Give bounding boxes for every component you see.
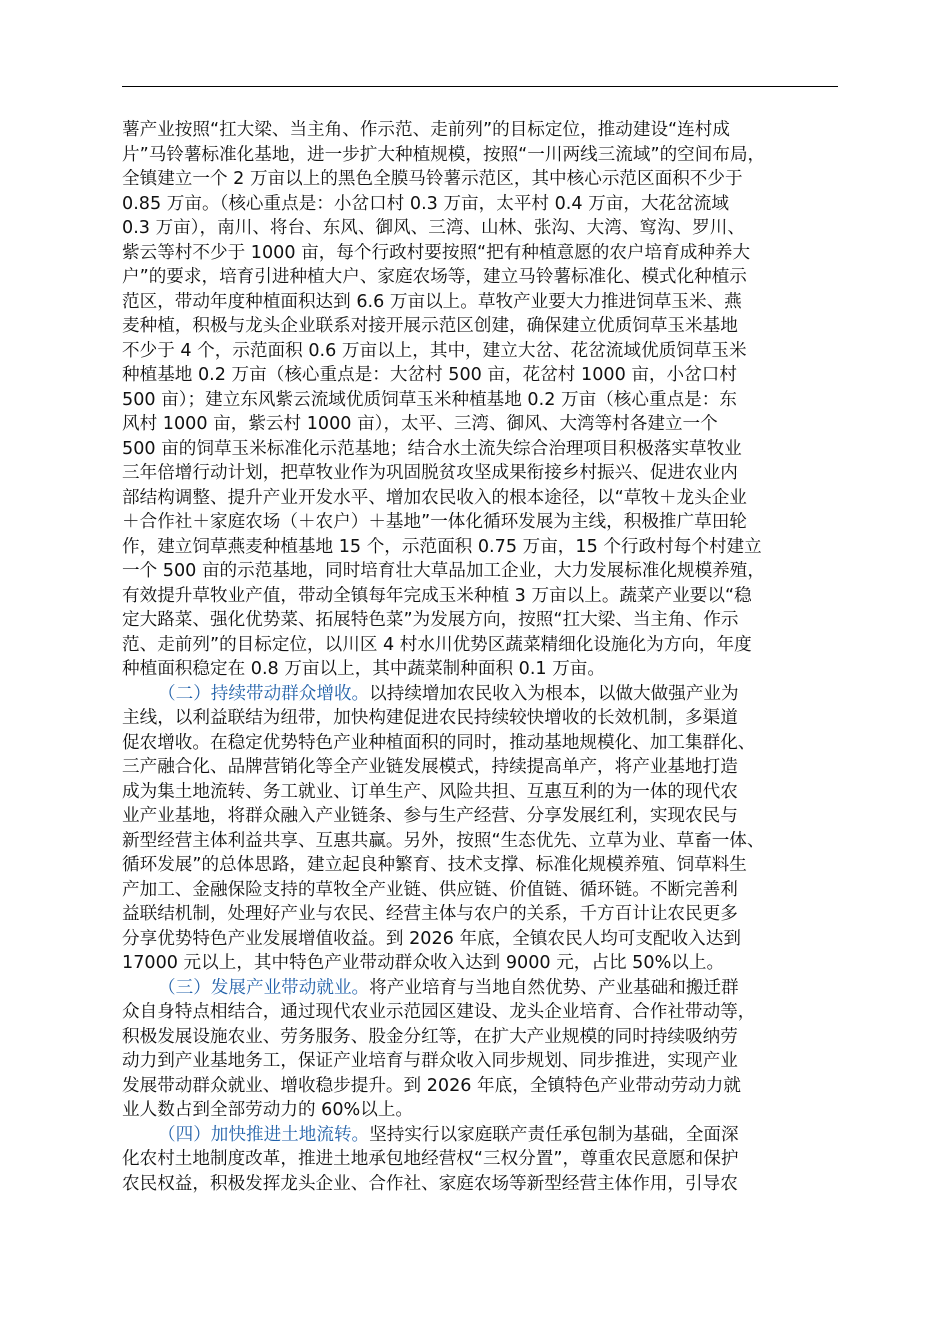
text-line: 500 亩的饲草玉米标准化示范基地；结合水土流失综合治理项目积极落实草牧业 — [122, 438, 742, 459]
text-line: 0.85 万亩。（核心重点是：小岔口村 0.3 万亩，太平村 0.4 万亩，大花岔流域 — [122, 193, 729, 214]
text-line: 种植基地 0.2 万亩（核心重点是：大岔村 500 亩，花岔村 1000 亩，小岔口村 — [122, 365, 737, 385]
section-heading: （四）加快推进土地流转。 — [158, 1124, 370, 1145]
text-line: 范、走前列”的目标定位，以川区 4 村水川优势区蔬菜精细化设施化为方向，年度 — [122, 634, 752, 655]
text-line: 众自身特点相结合，通过现代农业示范园区建设、龙头企业培育、合作社带动等， — [122, 1002, 756, 1022]
text-line: 范区，带动年度种植面积达到 6.6 万亩以上。草牧产业要大力推进饲草玉米、燕 — [122, 291, 742, 312]
text-line: 新型经营主体利益共享、互惠共赢。另外，按照“生态优先、立草为业、草畜一体、 — [122, 830, 765, 851]
text-line: 循环发展”的总体思路，建立起良种繁育、技术支撑、标准化规模养殖、饲草料生 — [122, 855, 747, 875]
text-line: 三年倍增行动计划，把草牧业作为巩固脱贫攻坚成果衔接乡村振兴、促进农业内 — [122, 463, 738, 483]
first-line-text: 以持续增加农民收入为根本，以做大做强产业为 — [369, 683, 739, 704]
text-line: 部结构调整、提升产业开发水平、增加农民收入的根本途径，以“草牧＋龙头企业 — [122, 487, 747, 508]
text-line: 三产融合化、品牌营销化等全产业链发展模式，持续提高单产，将产业基地打造 — [122, 757, 738, 777]
paragraph-first-line — [122, 1123, 840, 1148]
paragraph-land-transfer — [122, 1123, 840, 1197]
section-heading: （三）发展产业带动就业。 — [158, 977, 370, 998]
text-line: 积极发展设施农业、劳务服务、股金分红等，在扩大产业规模的同时持续吸纳劳 — [122, 1026, 738, 1047]
text-line: 户”的要求，培育引进种植大户、家庭农场等，建立马铃薯标准化、模式化种植示 — [122, 267, 747, 287]
header-rule — [122, 86, 838, 87]
section-heading: （二）持续带动群众增收。 — [158, 683, 370, 704]
paragraph-employment — [122, 976, 840, 1123]
text-line: 分享优势特色产业发展增值收益。到 2026 年底，全镇农民人均可支配收入达到 — [122, 928, 741, 949]
text-line: 农民权益，积极发挥龙头企业、合作社、家庭农场等新型经营主体作用，引导农 — [122, 1173, 738, 1194]
text-line: 17000 元以上，其中特色产业带动群众收入达到 9000 元，占比 50%以上。 — [122, 953, 725, 973]
text-line: 麦种植，积极与龙头企业联系对接开展示范区创建，确保建立优质饲草玉米基地 — [122, 316, 738, 336]
text-line: 片”马铃薯标准化基地，进一步扩大种植规模，按照“一川两线三流域”的空间布局， — [122, 144, 766, 165]
text-line: 有效提升草牧业产值，带动全镇每年完成玉米种植 3 万亩以上。蔬菜产业要以“稳 — [122, 585, 752, 606]
paragraph-first-line — [122, 682, 840, 707]
text-line: 促农增收。在稳定优势特色产业种植面积的同时，推动基地规模化、加工集群化、 — [122, 732, 756, 753]
first-line-text: 坚持实行以家庭联产责任承包制为基础，全面深 — [369, 1124, 739, 1145]
text-line: 业产业基地，将群众融入产业链条、参与生产经营、分享发展红利，实现农民与 — [122, 806, 738, 826]
text-line: 紫云等村不少于 1000 亩，每个行政村要按照“把有种植意愿的农户培育成种养大 — [122, 242, 751, 263]
text-line: 薯产业按照“扛大梁、当主角、作示范、走前列”的目标定位，推动建设“连村成 — [122, 120, 730, 140]
text-line: 动力到产业基地务工，保证产业培育与群众收入同步规划、同步推进，实现产业 — [122, 1051, 738, 1071]
text-line: 风村 1000 亩，紫云村 1000 亩），太平、三湾、御风、大湾等村各建立一个 — [122, 414, 718, 434]
text-line: 化农村土地制度改革，推进土地承包地经营权“三权分置”，尊重农民意愿和保护 — [122, 1149, 739, 1169]
text-line: 不少于 4 个，示范面积 0.6 万亩以上，其中，建立大岔、花岔流域优质饲草玉米 — [122, 340, 747, 361]
text-line: 种植面积稳定在 0.8 万亩以上，其中蔬菜制种面积 0.1 万亩。 — [122, 659, 605, 679]
text-line: 成为集土地流转、务工就业、订单生产、风险共担、互惠互利的为一体的现代农 — [122, 781, 738, 802]
text-line: 0.3 万亩），南川、将台、东风、御风、三湾、山林、张沟、大湾、窎沟、罗川、 — [122, 218, 745, 238]
text-line: ＋合作社＋家庭农场（＋农户）＋基地”一体化循环发展为主线，积极推广草田轮 — [122, 512, 747, 532]
text-line: 定大路菜、强化优势菜、拓展特色菜”为发展方向，按照“扛大梁、当主角、作示 — [122, 610, 739, 630]
text-line: 发展带动群众就业、增收稳步提升。到 2026 年底，全镇特色产业带动劳动力就 — [122, 1075, 741, 1096]
text-line: 作，建立饲草燕麦种植基地 15 个，示范面积 0.75 万亩，15 个行政村每个村建立 — [122, 536, 762, 557]
text-line: 业人数占到全部劳动力的 60%以上。 — [122, 1100, 414, 1120]
text-line: 主线，以利益联结为纽带，加快构建促进农民持续较快增收的长效机制，多渠道 — [122, 708, 738, 728]
text-line: 一个 500 亩的示范基地，同时培育壮大草品加工企业，大力发展标准化规模养殖， — [122, 561, 765, 581]
paragraph-income-growth — [122, 682, 840, 976]
first-line-text: 将产业培育与当地自然优势、产业基础和搬迁群 — [369, 977, 739, 998]
text-line: 全镇建立一个 2 万亩以上的黑色全膜马铃薯示范区，其中核心示范区面积不少于 — [122, 169, 743, 189]
paragraph-industry-layout — [122, 118, 840, 682]
text-line: 产加工、金融保险支持的草牧全产业链、供应链、价值链、循环链。不断完善利 — [122, 879, 738, 900]
paragraph-first-line — [122, 976, 840, 1001]
document-body — [122, 118, 840, 1196]
text-line: 益联结机制，处理好产业与农民、经营主体与农户的关系，千方百计让农民更多 — [122, 904, 738, 924]
text-line: 500 亩）；建立东风紫云流域优质饲草玉米种植基地 0.2 万亩（核心重点是：东 — [122, 389, 737, 410]
